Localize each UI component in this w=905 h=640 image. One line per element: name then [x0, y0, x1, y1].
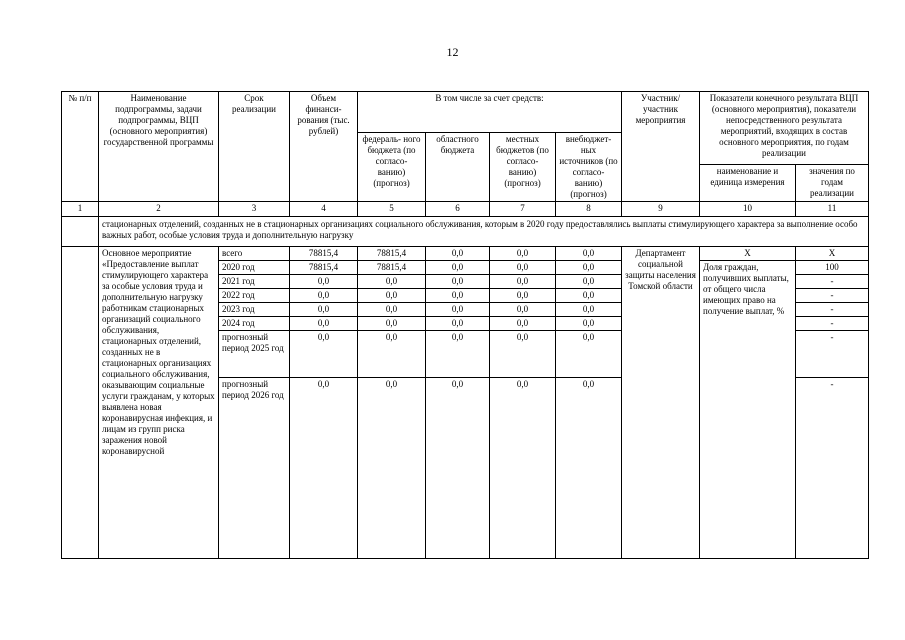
column-number: 8 — [556, 202, 622, 217]
regional-cell: 0,0 — [426, 275, 490, 289]
regional-cell: 0,0 — [426, 261, 490, 275]
column-number: 9 — [622, 202, 700, 217]
header-regional: областного бюджета — [426, 133, 490, 202]
local-cell: 0,0 — [490, 261, 556, 275]
local-cell: 0,0 — [490, 289, 556, 303]
period-cell: 2021 год — [219, 275, 290, 289]
header-num: № п/п — [62, 92, 99, 202]
volume-cell: 78815,4 — [290, 247, 358, 261]
header-indicator-name: наименование и единица измерения — [700, 165, 796, 202]
column-number: 6 — [426, 202, 490, 217]
regional-cell: 0,0 — [426, 317, 490, 331]
table-row — [62, 247, 869, 261]
regional-cell: 0,0 — [426, 247, 490, 261]
header-participant: Участник/ участник мероприятия — [622, 92, 700, 202]
local-cell: 0,0 — [490, 247, 556, 261]
column-number: 3 — [219, 202, 290, 217]
header-extra: внебюджет- ных источников (по согласо- ванию) (прогноз) — [556, 133, 622, 202]
extra-cell: 0,0 — [556, 331, 622, 378]
header-row — [62, 92, 869, 133]
regional-cell: 0,0 — [426, 331, 490, 378]
period-cell: прогнозный период 2026 год — [219, 378, 290, 559]
local-cell: 0,0 — [490, 378, 556, 559]
regional-cell: 0,0 — [426, 378, 490, 559]
local-cell: 0,0 — [490, 317, 556, 331]
period-cell: 2020 год — [219, 261, 290, 275]
volume-cell: 0,0 — [290, 331, 358, 378]
volume-cell: 0,0 — [290, 317, 358, 331]
local-cell: 0,0 — [490, 275, 556, 289]
federal-cell: 0,0 — [358, 317, 426, 331]
federal-cell: 0,0 — [358, 331, 426, 378]
regional-cell: 0,0 — [426, 289, 490, 303]
header-indicators: Показатели конечного результата ВЦП (основного мероприятия), показатели непосредственного результата мероприятий, входящих в состав основного мероприятия, по годам реализации — [700, 92, 869, 165]
extra-cell: 0,0 — [556, 261, 622, 275]
extra-cell: 0,0 — [556, 275, 622, 289]
federal-cell: 0,0 — [358, 289, 426, 303]
participant-cell: Департамент социальной защиты населения Томской области — [622, 247, 700, 559]
period-cell: 2024 год — [219, 317, 290, 331]
extra-cell: 0,0 — [556, 247, 622, 261]
volume-cell: 0,0 — [290, 303, 358, 317]
federal-cell: 0,0 — [358, 378, 426, 559]
continuation-text: стационарных отделений, созданных не в стационарных организациях социального обслуживания, которым в 2020 году предоставлялись выплаты стимулирующего характера за выполнение особо важных работ, особые условия труда и дополнительную нагрузку — [99, 217, 869, 247]
indicator-value-cell: - — [796, 378, 869, 559]
period-cell: 2023 год — [219, 303, 290, 317]
extra-cell: 0,0 — [556, 303, 622, 317]
indicator-value-cell: - — [796, 331, 869, 378]
header-term: Срок реализации — [219, 92, 290, 202]
column-number: 5 — [358, 202, 426, 217]
column-number: 1 — [62, 202, 99, 217]
local-cell: 0,0 — [490, 331, 556, 378]
header-volume: Объем финанси- рования (тыс. рублей) — [290, 92, 358, 202]
federal-cell: 78815,4 — [358, 261, 426, 275]
header-including: В том числе за счет средств: — [358, 92, 622, 133]
federal-cell: 78815,4 — [358, 247, 426, 261]
period-cell: прогнозный период 2025 год — [219, 331, 290, 378]
extra-cell: 0,0 — [556, 317, 622, 331]
volume-cell: 0,0 — [290, 289, 358, 303]
period-cell: всего — [219, 247, 290, 261]
volume-cell: 0,0 — [290, 378, 358, 559]
page-number: 12 — [446, 45, 459, 59]
volume-cell: 0,0 — [290, 275, 358, 289]
indicator-name-cell: Доля граждан, получивших выплаты, от общего числа имеющих право на получение выплат, % — [700, 261, 796, 559]
period-cell: 2022 год — [219, 289, 290, 303]
column-numbers-row — [62, 202, 869, 217]
column-number: 10 — [700, 202, 796, 217]
indicator-value-cell: - — [796, 303, 869, 317]
indicator-mark: X — [700, 247, 796, 261]
indicator-value-cell: X — [796, 247, 869, 261]
column-number: 2 — [99, 202, 219, 217]
indicator-value-cell: - — [796, 317, 869, 331]
indicator-value-cell: - — [796, 289, 869, 303]
main-event-name: Основное мероприятие «Предоставление выплат стимулирующего характера за особые условия труда и дополнительную нагрузку работникам стационарных организаций социального обслуживания, стационарных отделений, созданных не в стационарных организациях социального обслуживания, оказывающим социальные услуги гражданам, у которых выявлена новая коронавирусная инфекция, и лицам из групп риска заражения новой коронавирусной — [99, 247, 219, 559]
header-name: Наименование подпрограммы, задачи подпрограммы, ВЦП (основного мероприятия) государственной программы — [99, 92, 219, 202]
column-number: 7 — [490, 202, 556, 217]
column-number: 11 — [796, 202, 869, 217]
column-number: 4 — [290, 202, 358, 217]
continuation-row — [62, 217, 869, 247]
extra-cell: 0,0 — [556, 289, 622, 303]
header-local: местных бюджетов (по согласо- ванию) (прогноз) — [490, 133, 556, 202]
local-cell: 0,0 — [490, 303, 556, 317]
indicator-value-cell: - — [796, 275, 869, 289]
indicator-value-cell: 100 — [796, 261, 869, 275]
extra-cell: 0,0 — [556, 378, 622, 559]
header-federal: федераль- ного бюджета (по согласо- ванию) (прогноз) — [358, 133, 426, 202]
federal-cell: 0,0 — [358, 275, 426, 289]
federal-cell: 0,0 — [358, 303, 426, 317]
header-indicator-values: значения по годам реализации — [796, 165, 869, 202]
regional-cell: 0,0 — [426, 303, 490, 317]
volume-cell: 78815,4 — [290, 261, 358, 275]
program-table — [61, 91, 869, 559]
